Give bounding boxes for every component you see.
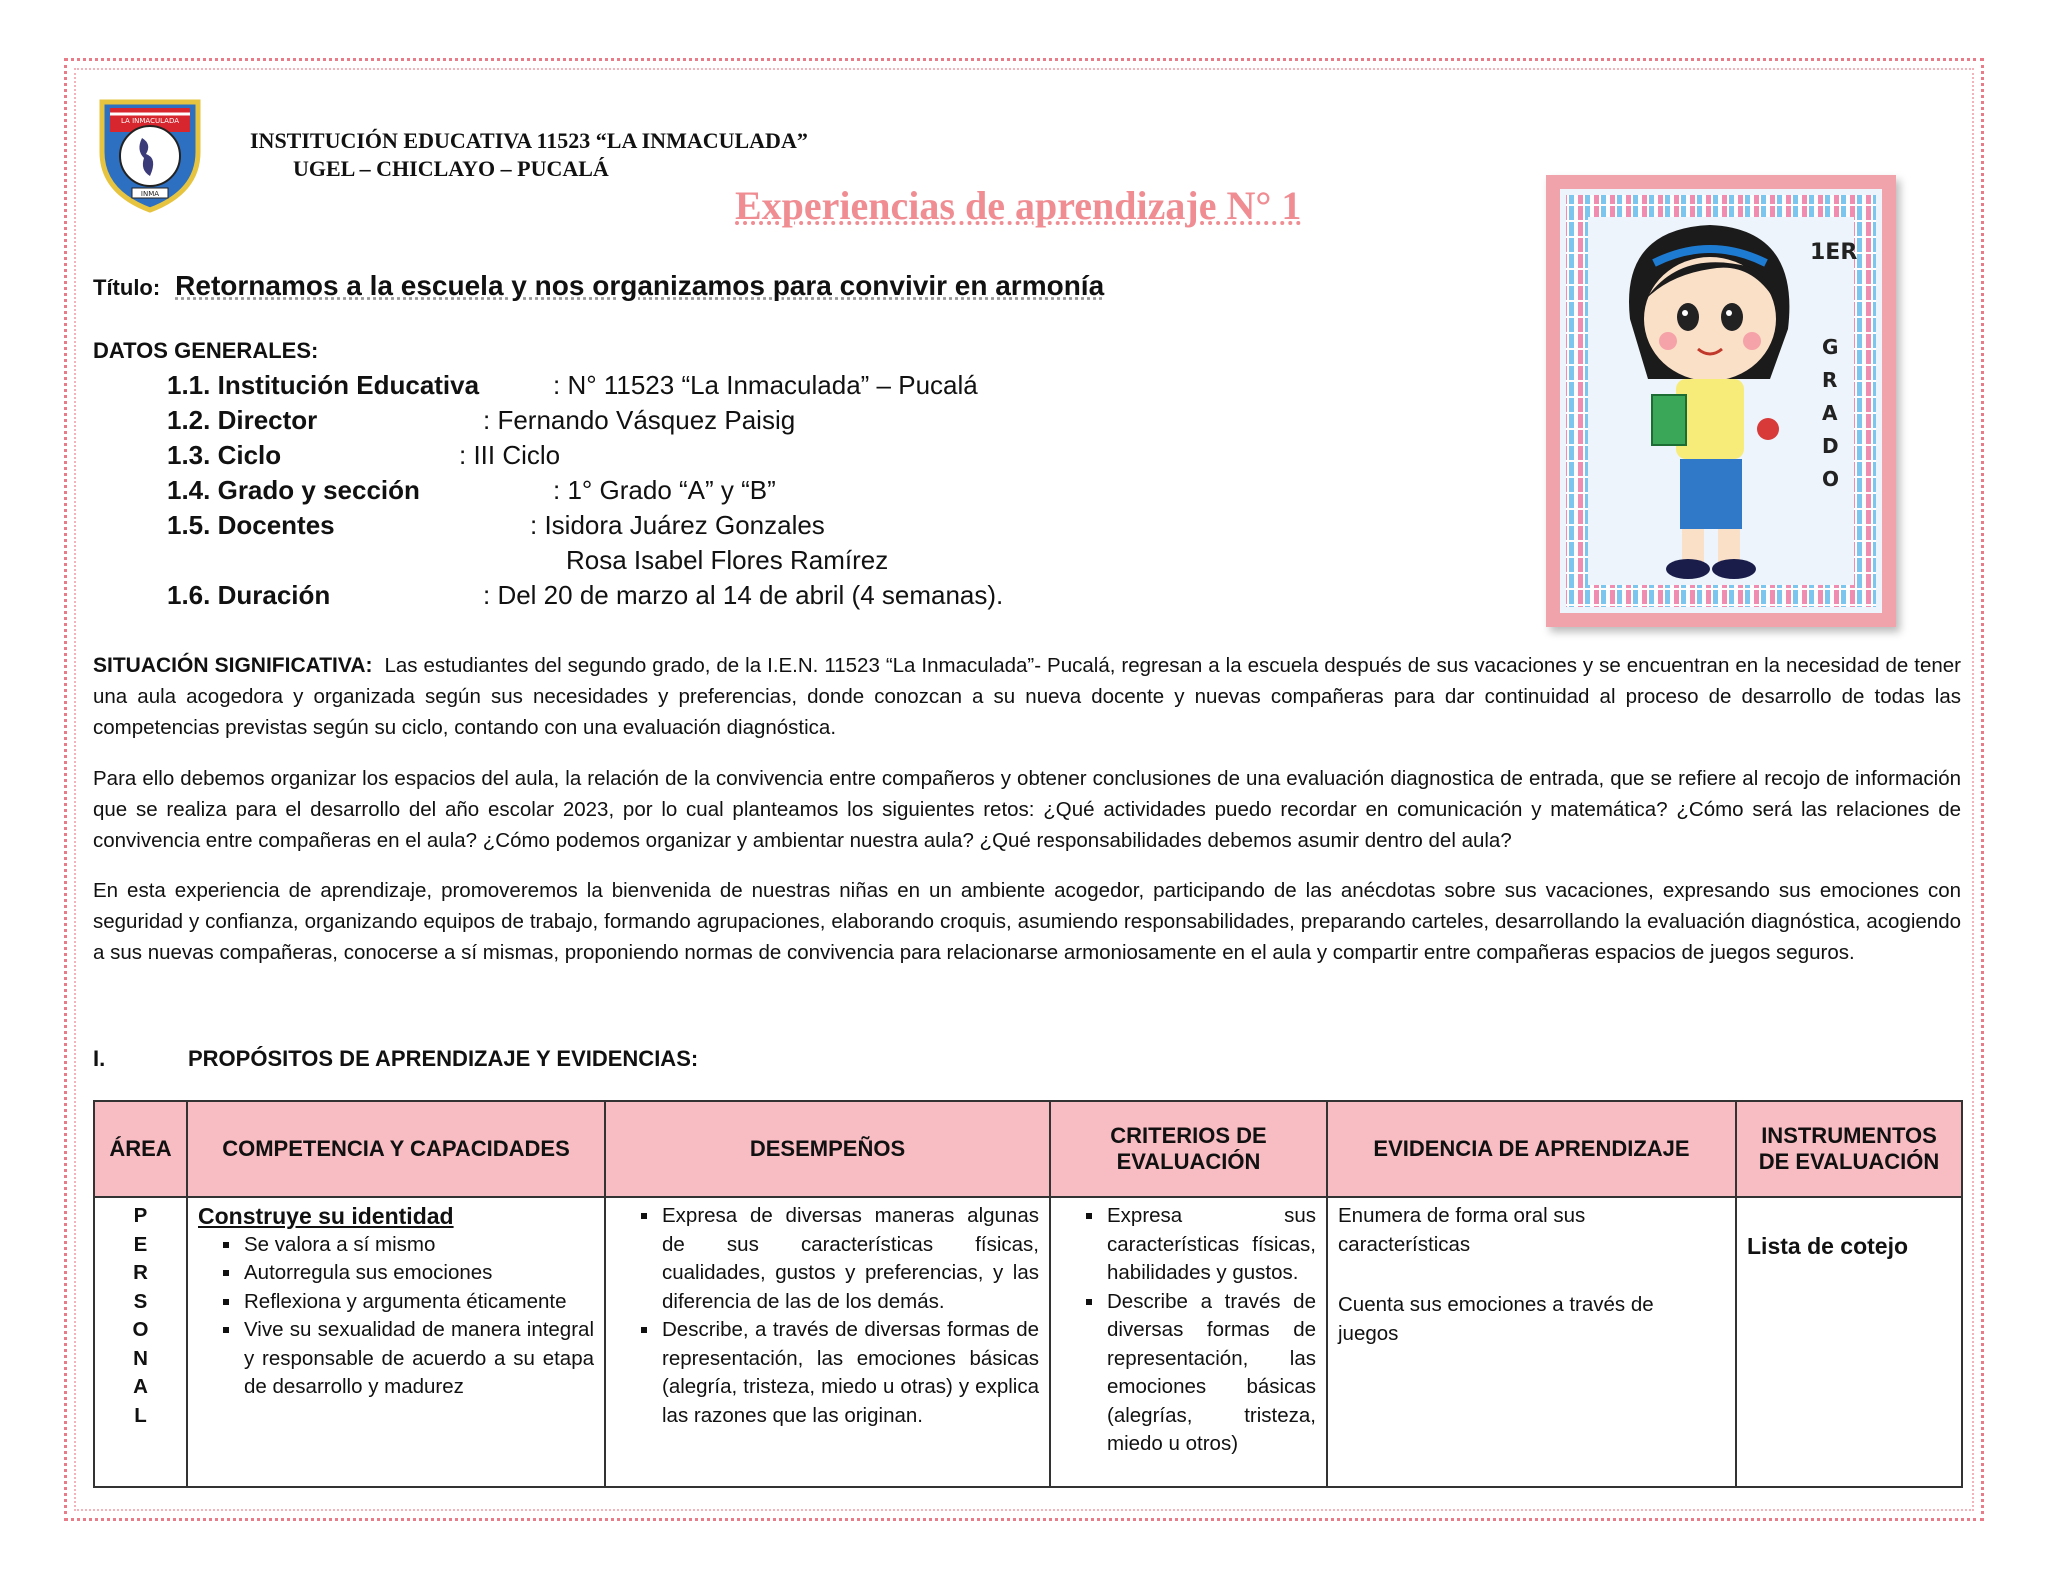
datos-value: : Fernando Vásquez Paisig [483,405,796,435]
datos-item-ciclo [167,440,281,471]
area-letter: A [133,1375,148,1398]
situacion-label: SITUACIÓN SIGNIFICATIVA: [93,654,373,677]
situacion-paragraph-3: En esta experiencia de aprendizaje, promoveremos la bienvenida de nuestras niñas en un ambiente acogedor, participando de las anécdotas sobre sus vacaciones, expresando sus emociones con seguridad y confianza, organizando equipos de trabajo, formando agrupaciones, elaborando croquis, asumiendo responsabilidades, preparando carteles, desarrollando la evaluación diagnóstica, acogiendo a sus nuevas compañeras, conocerse a sí mismas, proponiendo normas de convivencia para relacionarse armoniosamente en el aula y compartir entre compañeras espacios de juegos seguros. [93,879,1961,964]
title-value: Retornamos a la escuela y nos organizamos para convivir en armonía [175,270,1105,301]
datos-label: 1.5. Docentes [167,510,335,540]
evidencia-cell [1327,1197,1736,1487]
girl-illustration [1560,189,1882,613]
school-name: INSTITUCIÓN EDUCATIVA 11523 “LA INMACULADA” [250,128,808,153]
title-row [93,270,1104,302]
svg-text:R: R [1822,368,1838,392]
datos-item-institucion [167,370,479,401]
th-competencia: COMPETENCIA Y CAPACIDADES [187,1101,605,1197]
svg-text:O: O [1822,467,1840,491]
cover-illustration [1546,175,1896,627]
instrumento-cell [1736,1197,1962,1487]
desempenos-cell [605,1197,1050,1487]
section-title: PROPÓSITOS DE APRENDIZAJE Y EVIDENCIAS: [188,1046,699,1071]
table-row [94,1197,1962,1487]
list-item: ▪ Reflexiona y argumenta éticamente [242,1288,594,1317]
situacion-text: Las estudiantes del segundo grado, de la I.E.N. 11523 “La Inmaculada”- Pucalá, regresan a la escuela después de sus vacaciones y se encuentran en la necesidad de tener una aula acogedora y organizada según sus necesidades y preferencias, donde conozcan a su nueva docente y nuevas compañeras para dar continuidad al proceso de desarrollo de todas las competencias previstas según su ciclo, contando con una evaluación diagnóstica. [93,654,1961,739]
criterios-list [1061,1202,1316,1459]
area-cell [94,1197,187,1487]
area-letter: E [133,1232,148,1256]
datos-value: : 1° Grado “A” y “B” [553,475,776,505]
competencia-title: Construye su identidad [198,1203,454,1229]
datos-label: 1.6. Duración [167,580,331,610]
datos-label: 1.3. Ciclo [167,440,282,470]
page-title: Experiencias de aprendizaje N° 1 [735,183,1302,228]
th-instrumentos: INSTRUMENTOS DE EVALUACIÓN [1736,1101,1962,1197]
datos-item-grado [167,475,420,506]
area-letter: P [133,1204,148,1227]
th-criterios: CRITERIOS DE EVALUACIÓN [1050,1101,1327,1197]
th-desempenos: DESEMPEÑOS [605,1101,1050,1197]
list-item: ▪ Describe, a través de diversas formas de representación, las emociones básicas (alegría, tristeza, miedo u otras) y explica las razones que las originan. [660,1316,1039,1430]
proposito-table [93,1100,1963,1488]
situacion-significativa [93,650,1961,743]
area-letter: R [133,1261,148,1284]
datos-value: : III Ciclo [459,440,561,470]
table-header-row [94,1101,1962,1197]
evidencia-item: Cuenta sus emociones a través de juegos [1338,1293,1654,1345]
list-item: ▪ Autorregula sus emociones [242,1259,594,1288]
instrumento-value: Lista de cotejo [1747,1233,1909,1259]
title-label: Título: [93,275,161,300]
datos-item-duracion [167,580,330,611]
list-item: ▪ Vive su sexualidad de manera integral y responsable de acuerdo a su etapa de desarrollo y madurez [242,1316,594,1402]
datos-label: 1.2. Director [167,405,318,435]
capacidades-list [198,1231,594,1402]
datos-value: : Del 20 de marzo al 14 de abril (4 semanas). [483,580,1004,610]
cover-side-label [1822,335,1839,491]
cover-top-label: 1ER [1810,240,1858,265]
list-item: ▪ Se valora a sí mismo [242,1231,594,1260]
list-item: ▪ Describe a través de diversas formas de representación, las emociones básicas (alegrías, tristeza, miedo u otros) [1105,1288,1316,1459]
svg-text:D: D [1822,434,1839,458]
area-letter: N [133,1346,148,1370]
school-ugel: UGEL – CHICLAYO – PUCALÁ [293,156,609,181]
datos-generales-heading: DATOS GENERALES: [93,338,319,363]
list-item: ▪ Expresa sus características físicas, habilidades y gustos. [1105,1202,1316,1288]
datos-label: 1.1. Institución Educativa [167,370,480,400]
datos-item-director [167,405,317,436]
svg-text:A: A [1822,401,1838,425]
school-crest-logo [92,92,208,214]
area-letter: L [134,1403,147,1427]
competencia-cell [187,1197,605,1487]
crest-initials: INMA [140,190,160,198]
datos-value-second: Rosa Isabel Flores Ramírez [566,545,889,575]
criterios-cell [1050,1197,1327,1487]
datos-value: : Isidora Juárez Gonzales [530,510,825,540]
situacion-paragraph-2: Para ello debemos organizar los espacios del aula, la relación de la convivencia entre compañeros y obtener conclusiones de una evaluación diagnostica de entrada, que se refiere al recojo de información que se realiza para el desarrollo del año escolar 2023, por lo cual planteamos los siguientes retos: ¿Qué actividades puedo recordar en comunicación y matemática? ¿Cómo será las relaciones de convivencia entre compañeras en el aula? ¿Cómo podemos organizar y ambientar nuestra aula? ¿Qué responsabilidades debemos asumir dentro del aula? [93,767,1961,852]
th-evidencia: EVIDENCIA DE APRENDIZAJE [1327,1101,1736,1197]
datos-label: 1.4. Grado y sección [167,475,420,505]
datos-item-docentes [167,510,335,541]
svg-text:G: G [1822,335,1839,359]
desempenos-list [616,1202,1039,1430]
th-area: ÁREA [94,1101,187,1197]
area-letter: S [133,1289,148,1313]
crest-text: LA INMACULADA [121,117,179,125]
datos-value: : N° 11523 “La Inmaculada” – Pucalá [553,370,978,400]
section-number: I. [93,1046,106,1071]
area-letter: O [132,1318,149,1341]
evidencia-item: Enumera de forma oral sus características [1338,1204,1586,1256]
list-item: ▪ Expresa de diversas maneras algunas de sus características físicas, cualidades, gustos y preferencias, y las diferencia de las de los demás. [660,1202,1039,1316]
